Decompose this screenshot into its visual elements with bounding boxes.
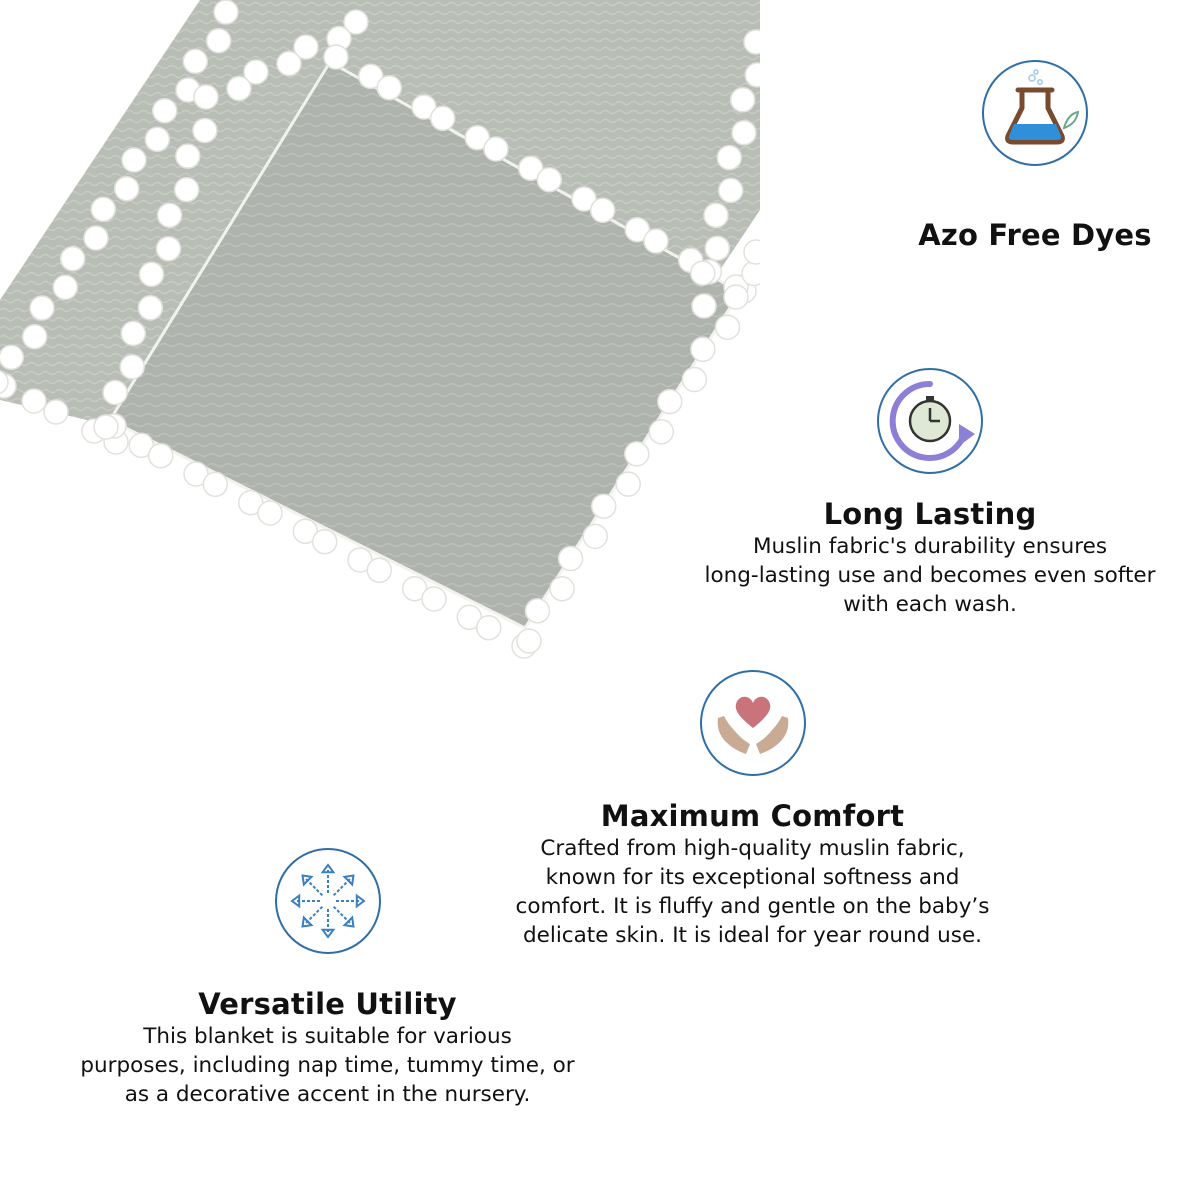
tassel bbox=[691, 261, 715, 285]
blanket-photo bbox=[0, 0, 760, 720]
tassel bbox=[175, 178, 199, 202]
tassel bbox=[277, 52, 301, 76]
tassel bbox=[94, 415, 118, 439]
tassel bbox=[120, 355, 144, 379]
tassel bbox=[537, 168, 561, 192]
tassel bbox=[742, 262, 760, 286]
tassel bbox=[194, 85, 218, 109]
heart-hands-icon bbox=[700, 670, 806, 776]
tassel bbox=[61, 247, 85, 271]
tassel bbox=[616, 472, 640, 496]
tassel bbox=[377, 76, 401, 100]
tassel bbox=[158, 203, 182, 227]
feature-versatile-utility bbox=[45, 848, 610, 1109]
tassel bbox=[591, 198, 615, 222]
tassel bbox=[744, 240, 760, 264]
tassel bbox=[559, 547, 583, 571]
tassel bbox=[691, 337, 715, 361]
tassel bbox=[140, 262, 164, 286]
tassel bbox=[719, 178, 743, 202]
tassel bbox=[115, 177, 139, 201]
tassel bbox=[717, 146, 741, 170]
tassel bbox=[138, 296, 162, 320]
tassel bbox=[0, 345, 23, 369]
flask-leaf-icon bbox=[982, 60, 1088, 166]
tassel bbox=[704, 203, 728, 227]
tassel bbox=[644, 229, 668, 253]
tassel bbox=[207, 29, 231, 53]
tassel bbox=[732, 121, 756, 145]
tassel bbox=[431, 106, 455, 130]
tassel bbox=[103, 381, 127, 405]
tassel bbox=[44, 400, 68, 424]
tassel bbox=[313, 530, 337, 554]
tassel bbox=[193, 119, 217, 143]
tassel bbox=[422, 587, 446, 611]
tassel bbox=[30, 296, 54, 320]
tassel bbox=[227, 77, 251, 101]
tassel bbox=[526, 599, 550, 623]
tassel bbox=[367, 558, 391, 582]
tassel bbox=[203, 472, 227, 496]
tassel bbox=[592, 494, 616, 518]
feature-description: Crafted from high-quality muslin fabric, known for its exceptional softness and comfort. It is fluffy and gentle on the baby’s delicate skin. It is ideal for year round use. bbox=[515, 836, 990, 948]
tassel bbox=[583, 524, 607, 548]
feature-title: Azo Free Dyes bbox=[918, 218, 1152, 252]
tassel bbox=[731, 88, 755, 112]
tassel bbox=[484, 137, 508, 161]
arrows-outward-icon bbox=[275, 848, 381, 954]
tassel bbox=[157, 237, 181, 261]
tassel bbox=[724, 285, 748, 309]
tassel bbox=[716, 315, 740, 339]
tassel bbox=[91, 197, 115, 221]
tassel bbox=[517, 629, 541, 653]
tassel bbox=[22, 389, 46, 413]
tassel bbox=[121, 321, 145, 345]
tassel bbox=[550, 577, 574, 601]
tassel bbox=[23, 325, 47, 349]
tassel bbox=[149, 444, 173, 468]
feature-title: Versatile Utility bbox=[198, 987, 457, 1021]
tassel bbox=[53, 275, 77, 299]
tassel bbox=[122, 148, 146, 172]
feature-title: Maximum Comfort bbox=[600, 799, 905, 833]
tassel bbox=[258, 501, 282, 525]
tassel bbox=[84, 226, 108, 250]
tassel bbox=[214, 0, 238, 24]
feature-description: This blanket is suitable for various purposes, including nap time, tummy time, or as a decorative accent in the nursery. bbox=[80, 1024, 575, 1107]
tassel bbox=[183, 49, 207, 73]
tassel bbox=[324, 45, 348, 69]
tassel bbox=[705, 236, 729, 260]
tassel bbox=[176, 144, 200, 168]
stopwatch-cycle-icon bbox=[877, 368, 983, 474]
feature-description: Muslin fabric's durability ensures long-lasting use and becomes even softer with each wash. bbox=[704, 534, 1156, 617]
feature-title: Long Lasting bbox=[823, 497, 1037, 531]
tassel bbox=[145, 127, 169, 151]
tassel bbox=[692, 294, 716, 318]
tassel bbox=[477, 616, 501, 640]
tassel bbox=[153, 99, 177, 123]
feature-azo-free-dyes bbox=[900, 60, 1170, 252]
tassel bbox=[625, 442, 649, 466]
feature-long-lasting bbox=[670, 368, 1190, 619]
